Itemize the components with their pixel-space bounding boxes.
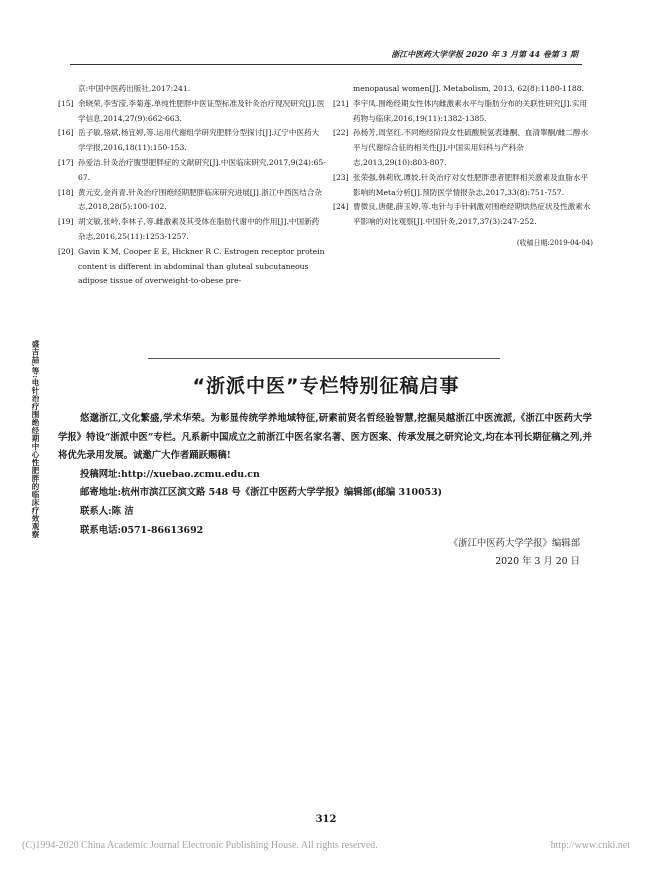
reference-text: 孙爱洁.针灸治疗腹型肥胖症的文献研究[J].中医临床研究,2017,9(24):65-67. — [78, 157, 326, 182]
contact-address: 邮寄地址:杭州市滨江区滨文路 548 号《浙江中医药大学学报》编辑部(邮编 310053) — [80, 487, 443, 499]
notice-title: “浙派中医”专栏特别征稿启事 — [192, 375, 460, 397]
reference-number: [21] — [333, 98, 349, 108]
notice-signature — [449, 535, 580, 572]
reference-text: 胡文敏,张岭,李林子,等.雌激素及其受体在脂肪代谢中的作用[J].中国新药杂志,2016,25(11):1253-1257. — [78, 217, 320, 241]
reference-entry — [333, 82, 593, 97]
reference-text: 张荣强,韩莉欣,谭姣.针灸治疗对女性肥胖患者肥胖相关激素及血脂水平影响的Meta分析[J].预防医学情报杂志,2017,33(8):751-757. — [353, 172, 589, 197]
reference-number: [22] — [333, 128, 349, 138]
reference-entry — [58, 126, 326, 156]
contact-website: 投稿网址:http://xuebao.zcmu.edu.cn — [80, 468, 260, 480]
contact-person: 联系人:陈 洁 — [80, 505, 134, 517]
reference-number: [23] — [333, 172, 349, 182]
reference-text: 余晓荣,李雪滢,李菊莲.单纯性肥胖中医证型标准及针灸治疗现况研究[J].医学信息,2014,27(9):662-663. — [78, 98, 325, 123]
side-running-title: 盛吉喆,等:电针治疗围绝经期中心性肥胖的临床疗效观察 — [31, 340, 40, 539]
running-header: 浙江中医药大学学报 2020 年 3 月第 44 卷第 3 期 — [391, 49, 578, 59]
reference-entry — [58, 186, 326, 216]
signature-date: 2020 年 3 月 20 日 — [495, 556, 580, 568]
references-left-column — [58, 82, 326, 289]
reference-number: [17] — [58, 157, 74, 167]
reference-entry — [333, 126, 593, 170]
section-divider — [148, 358, 500, 359]
copyright-text: (C)1994-2020 China Academic Journal Electronic Publishing House. All rights reserved. — [22, 840, 378, 851]
reference-text: 黄元安,金肖青.针灸治疗围绝经期肥胖临床研究进展[J].浙江中西医结合杂志,2018,28(5):100-102. — [78, 187, 323, 212]
reference-number: [24] — [333, 202, 349, 212]
reference-entry — [58, 215, 326, 245]
header-rule — [70, 64, 582, 65]
reference-number: [15] — [58, 98, 74, 108]
reference-number: [20] — [58, 246, 74, 256]
reference-text: menopausal women[J]. Metabolism, 2013, 62(8):1180-1188. — [353, 84, 584, 93]
signature-org: 《浙江中医药大学学报》编辑部 — [448, 538, 580, 549]
reference-entry — [333, 97, 593, 127]
copyright-footer — [22, 840, 630, 851]
reference-text: 曹微良,唐健,薛玉婷,等.电针与手针刺激对围绝经期烘热症状及性激素水平影响的对比观察[J].中国针灸,2017,37(3):247-252. — [353, 202, 591, 227]
contact-phone: 联系电话:0571-86613692 — [80, 524, 204, 536]
notice-body — [58, 410, 592, 540]
reference-text: 京:中国中医药出版社,2017:241. — [78, 84, 191, 93]
reference-number: [19] — [58, 217, 74, 227]
reference-text: 孙杨芳,周坚红.不同绝经阶段女性硫酸脱氢表雄酮、血清睾酮/雌二醇水平与代谢综合征的相关性[J].中国实用妇科与产科杂志,2013,29(10):803-807. — [353, 128, 589, 167]
reference-text: 岳子敏,骆斌,杨宜婷,等.运用代谢组学研究肥胖分型探讨[J].辽宁中医药大学学报,2016,18(11):150-153. — [78, 128, 320, 153]
reference-number: [16] — [58, 128, 74, 138]
notice-paragraph: 悠邈浙江,文化繁盛,学术华荣。为彰显传统学养地域特征,研素前贤名哲经验智慧,挖掘吴越浙江中医流派,《浙江中医药大学学报》特设“浙派中医”专栏。凡系新中国成立之前浙江中医名家名著、医方医案、传承发展之研究论文,均在本刊长期征稿之列,并将优先录用发展。诚邀广大作者踊跃赐稿! — [58, 413, 592, 462]
page-number: 312 — [315, 814, 337, 825]
reference-entry — [333, 200, 593, 230]
reference-entry — [333, 171, 593, 201]
reference-entry — [58, 97, 326, 127]
reference-number: [18] — [58, 187, 74, 197]
reference-text: 李宇凤.围绝经期女性体内雌激素水平与脂肪分布的关联性研究[J].实用药物与临床,2016,19(11):1382-1385. — [353, 98, 588, 123]
reference-entry — [58, 156, 326, 186]
cnki-link[interactable]: http://www.cnki.net — [550, 840, 630, 851]
reference-entry — [58, 245, 326, 289]
reference-entry — [58, 82, 326, 97]
references-right-column — [333, 82, 593, 251]
received-date: (收稿日期:2019-04-04) — [516, 238, 593, 247]
reference-text: Gavin K M, Cooper E E, Hickner R C. Estrogen receptor protein content is different in abdominal than gluteal subcutaneous adipose tissue of overweight-to-obese pre- — [78, 246, 325, 286]
